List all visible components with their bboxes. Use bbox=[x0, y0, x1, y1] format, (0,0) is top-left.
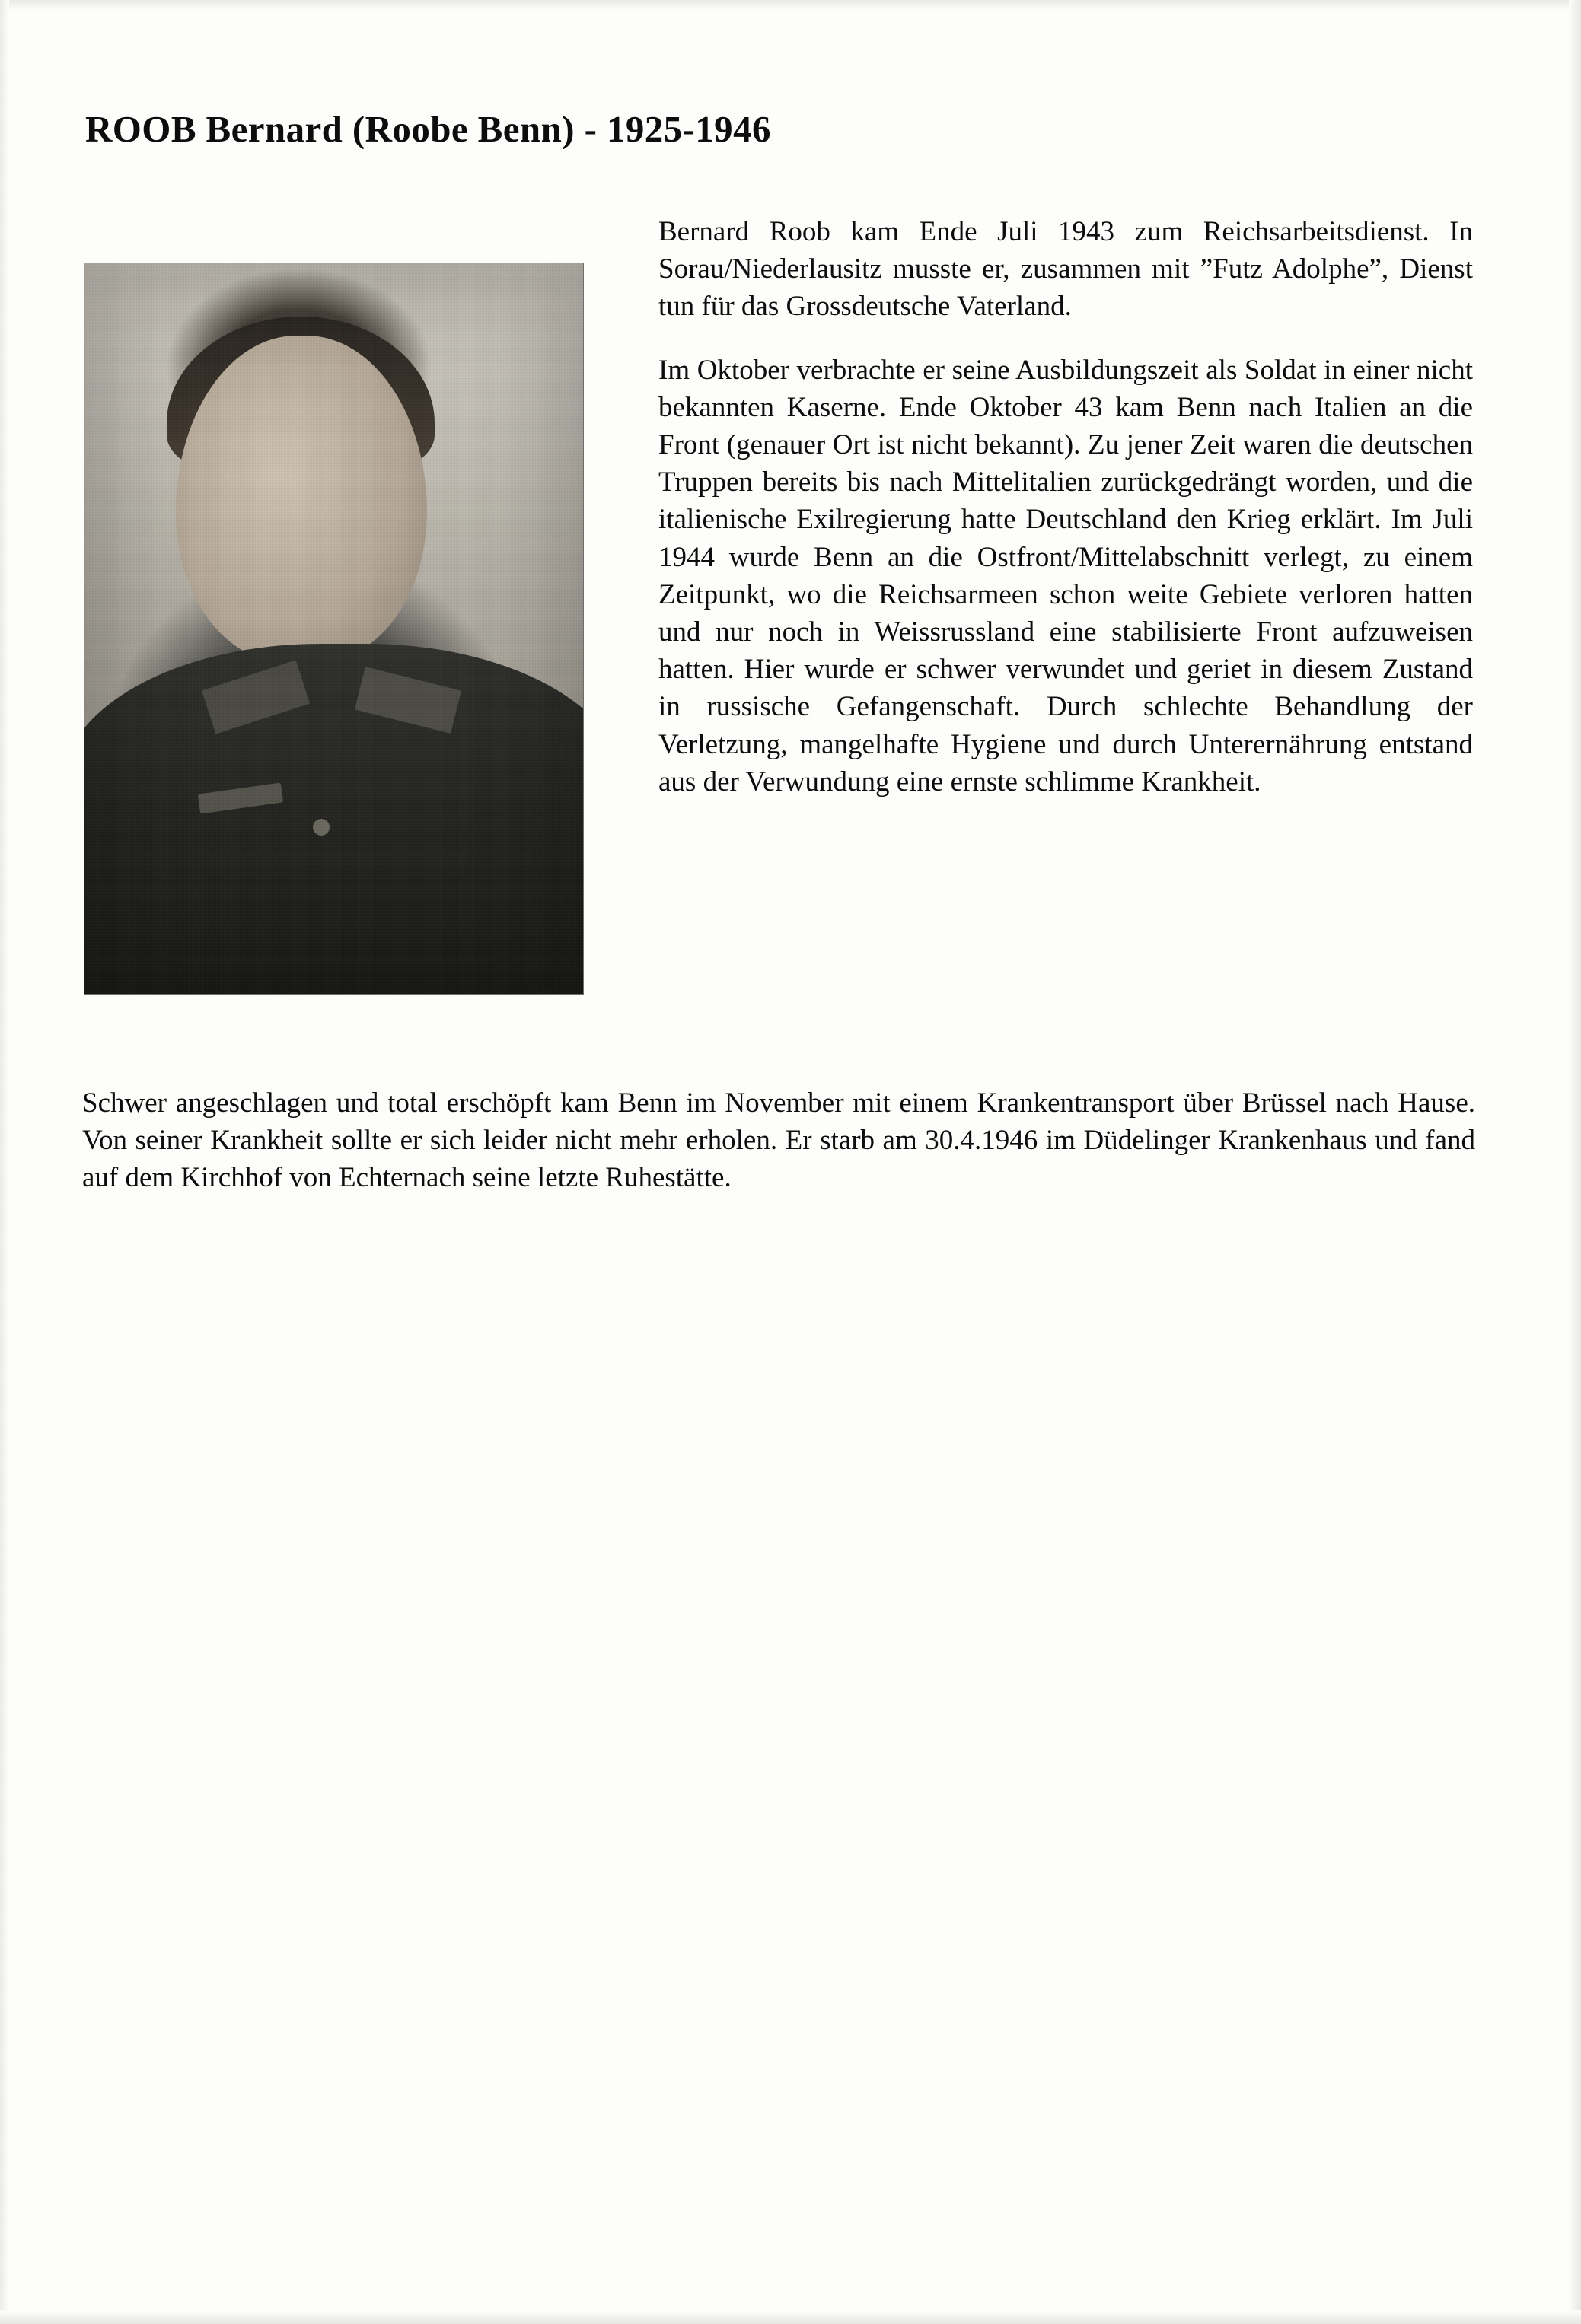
scan-edge-left bbox=[0, 0, 9, 2324]
scan-edge-bottom bbox=[0, 2310, 1581, 2324]
photo-vignette bbox=[84, 263, 583, 994]
main-text-column bbox=[658, 213, 1473, 801]
portrait-photo bbox=[84, 263, 584, 995]
page-title: ROOB Bernard (Roobe Benn) - 1925-1946 bbox=[85, 107, 771, 150]
paragraph-1: Bernard Roob kam Ende Juli 1943 zum Reichsarbeitsdienst. In Sorau/Niederlausitz musste er, zusammen mit ”Futz Adolphe”, Dienst tun für das Grossdeutsche Vaterland. bbox=[658, 216, 1473, 323]
scan-edge-right bbox=[1569, 0, 1581, 2324]
paragraph-2: Im Oktober verbrachte er seine Ausbildungszeit als Soldat in einer nicht bekannten Kaserne. Ende Oktober 43 kam Benn nach Italien an die Front (genauer Ort ist nicht bekannt). Zu jener Zeit waren die deutschen Truppen bereits bis nach Mittelitalien zurückgedrängt worden, und die italienische Exilregierung hatte Deutschland den Krieg erklärt. Im Juli 1944 wurde Benn an die Ostfront/Mittelabschnitt verlegt, zu einem Zeitpunkt, wo die Reichsarmeen schon weite Gebiete verloren hatten und nur noch in Weissrussland eine stabilisierte Front aufzuweisen hatten. Hier wurde er schwer verwundet und geriet in diesem Zustand in russische Gefangenschaft. Durch schlechte Behandlung der Verletzung, mangelhafte Hygiene und durch Unterernährung entstand aus der Verwundung eine ernste schlimme Krankheit. bbox=[658, 354, 1473, 797]
footer-text-block bbox=[82, 1084, 1475, 1197]
scan-edge-top bbox=[0, 0, 1581, 11]
paragraph-3: Schwer angeschlagen und total erschöpft kam Benn im November mit einem Krankentransport über Brüssel nach Hause. Von seiner Krankheit sollte er sich leider nicht mehr erholen. Er starb am 30.4.1946 im Düdelinger Krankenhaus und fand auf dem Kirchhof von Echternach seine letzte Ruhestätte. bbox=[82, 1087, 1475, 1194]
